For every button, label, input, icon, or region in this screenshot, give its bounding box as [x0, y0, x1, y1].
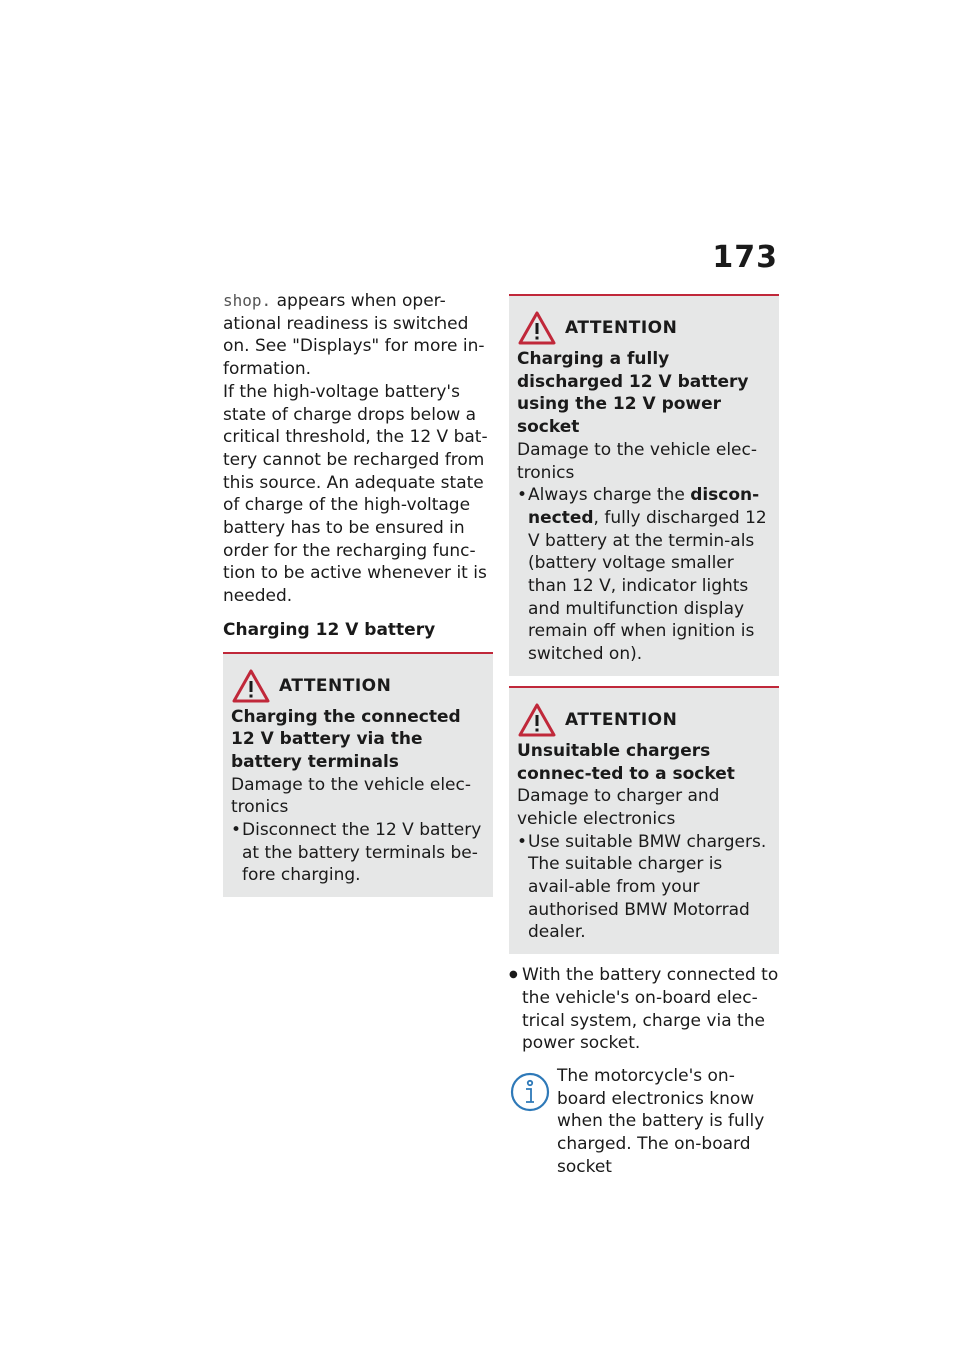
- attention-header: [231, 668, 485, 704]
- attention-label: ATTENTION: [565, 709, 678, 730]
- info-icon: [509, 1071, 551, 1113]
- section-heading: Charging 12 V battery: [223, 619, 436, 640]
- bullet-text: , fully discharged 12 V battery at the termin-als (battery voltage smaller than 12 V, indicator lights and multifunction display remain off when ignition is switched on).: [528, 507, 767, 665]
- display-code: shop.: [223, 291, 272, 310]
- intro-paragraph: [223, 290, 493, 381]
- attention-description: Damage to charger and vehicle electronics: [517, 786, 720, 829]
- attention-header: [517, 702, 771, 738]
- threshold-paragraph: If the high-voltage battery's state of charge drops below a critical threshold, the 12 V bat-tery cannot be recharged from this source. An adequate state of charge of the high-voltage battery has to be ensured in order for the recharging func-tion to be active whenever it is needed.: [223, 381, 488, 607]
- warning-triangle-icon: [517, 310, 557, 346]
- attention-box-terminals: [223, 652, 493, 898]
- attention-subtitle: Charging the connected 12 V battery via the battery terminals: [231, 706, 461, 772]
- attention-box-socket: [509, 294, 779, 676]
- info-text: The motorcycle's on-board electronics know when the battery is fully charged. The on-board socket: [557, 1065, 765, 1177]
- attention-label: ATTENTION: [565, 318, 678, 338]
- instruction-list: [509, 964, 779, 1055]
- bullet-text: Always charge the: [528, 485, 691, 506]
- list-item: • Disconnect the 12 V battery at the battery terminals be-fore charging.: [231, 819, 485, 887]
- attention-description: Damage to the vehicle elec-tronics: [231, 774, 471, 818]
- attention-bullets: [517, 484, 771, 666]
- list-item: [517, 484, 771, 666]
- right-column: [509, 294, 779, 1179]
- attention-header: [517, 310, 771, 346]
- attention-subtitle: Unsuitable chargers connec-ted to a socket: [517, 740, 735, 784]
- left-column: [223, 290, 493, 897]
- attention-subtitle: Charging a fully discharged 12 V battery using the 12 V power socket: [517, 349, 749, 438]
- attention-bullets: [517, 831, 771, 945]
- attention-description: Damage to the vehicle elec-tronics: [517, 439, 757, 483]
- warning-triangle-icon: [231, 668, 271, 704]
- intro-text: appears when oper-ational readiness is switched on. See "Displays" for more in-formation.: [223, 291, 485, 380]
- page-number: 173: [712, 240, 778, 275]
- warning-triangle-icon: [517, 702, 557, 738]
- list-item: • Use suitable BMW chargers. The suitable charger is avail-able from your authorised BMW Motorrad dealer.: [517, 831, 771, 945]
- info-note: [509, 1065, 779, 1179]
- bullet-emphasis: discon-nected: [528, 485, 760, 528]
- attention-box-chargers: [509, 686, 779, 954]
- list-item: ● With the battery connected to the vehicle's on-board elec-trical system, charge via the power socket.: [509, 964, 779, 1055]
- attention-label: ATTENTION: [279, 675, 392, 696]
- attention-bullets: [231, 819, 485, 887]
